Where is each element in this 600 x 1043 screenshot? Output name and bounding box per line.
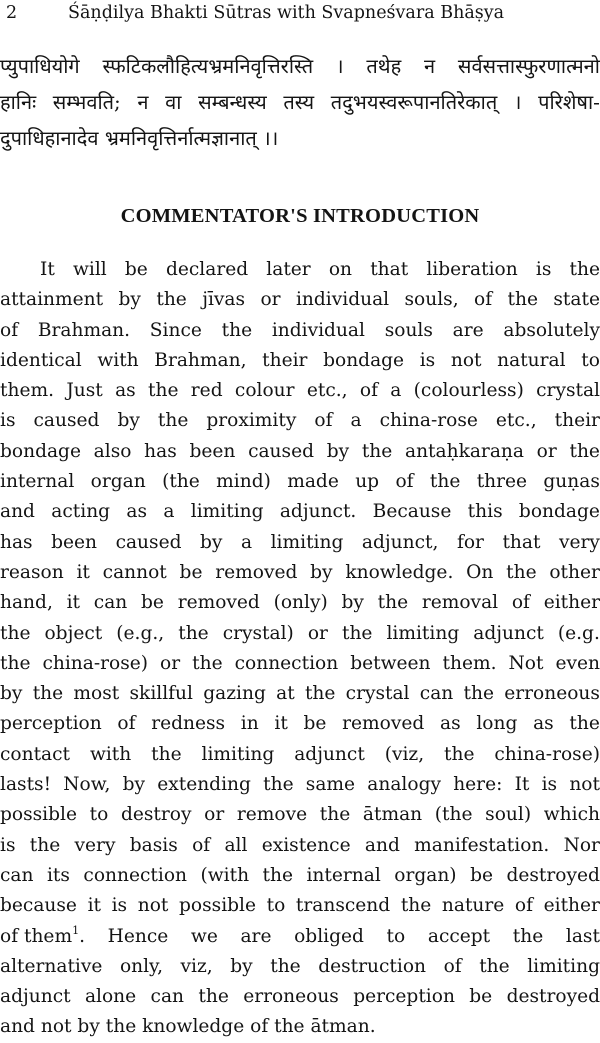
text-line	[0, 346, 600, 376]
word: perception	[0, 713, 102, 735]
word: liberation	[426, 259, 518, 280]
word: by	[118, 289, 141, 311]
word: souls	[384, 319, 433, 341]
word: red	[190, 380, 223, 402]
word: transcend	[295, 895, 391, 917]
footnote-context	[0, 922, 85, 952]
text-line	[0, 891, 600, 921]
word: individual	[271, 319, 365, 341]
word: crystal	[536, 380, 600, 402]
word: Hence	[107, 925, 169, 947]
word: between	[350, 652, 431, 674]
text-line	[0, 770, 600, 800]
word: be	[469, 986, 493, 1008]
word: is	[541, 774, 558, 796]
word: not	[450, 349, 482, 371]
word: can	[419, 683, 454, 705]
word: limiting	[190, 501, 264, 523]
word: Nor	[563, 834, 600, 856]
word: न	[424, 54, 436, 78]
word: limiting	[527, 955, 600, 977]
text-line	[0, 255, 600, 285]
word: (with	[200, 864, 250, 886]
word: china-rose)	[494, 743, 600, 765]
word: object	[44, 622, 103, 644]
word: long	[476, 713, 518, 735]
word: lasts!	[0, 774, 52, 796]
text-line	[0, 800, 600, 830]
word: individual	[295, 289, 390, 311]
text-line	[0, 861, 600, 891]
word: souls,	[404, 289, 459, 311]
word: by	[200, 531, 223, 553]
word: possible	[179, 895, 256, 917]
word: it	[66, 592, 81, 614]
word: the	[400, 895, 432, 917]
word: china-rose)	[42, 652, 149, 674]
word: remove	[236, 804, 308, 826]
word: identical	[0, 349, 82, 371]
word: perception	[353, 986, 455, 1008]
word: attainment	[0, 289, 104, 311]
word: viz,	[180, 955, 213, 977]
word: possible	[0, 804, 77, 826]
word: removal	[421, 592, 499, 614]
word: adjunct	[473, 622, 544, 644]
word: by	[122, 774, 146, 796]
word: or	[260, 289, 281, 311]
word: other	[549, 561, 600, 583]
text-line	[0, 406, 600, 436]
word: तथेह	[366, 54, 402, 78]
word: china-rose	[379, 410, 478, 432]
word: of	[0, 319, 19, 341]
word: bondage	[518, 501, 600, 523]
word: as	[439, 713, 461, 735]
word: is	[111, 895, 128, 917]
text-line: and not by the knowledge of the ātman.	[0, 1016, 376, 1038]
word: (only)	[273, 592, 328, 614]
word: crystal)	[222, 622, 294, 644]
word: सर्वसत्तास्फुरणात्मनो	[457, 54, 600, 78]
word: the	[429, 471, 461, 493]
word: destroyed	[506, 986, 600, 1008]
word: connection	[83, 864, 187, 886]
word: the	[569, 440, 600, 462]
text-line	[0, 467, 600, 497]
word: been	[189, 440, 236, 462]
word: of	[443, 955, 462, 977]
word: with	[89, 743, 132, 765]
word: alone	[84, 986, 137, 1008]
word: destruction	[318, 955, 427, 977]
word: gazing	[203, 683, 266, 705]
text-line	[0, 709, 600, 739]
word: internal	[0, 471, 75, 493]
word: destroyed	[506, 864, 600, 886]
word: limiting	[270, 531, 344, 553]
word: the	[569, 259, 600, 280]
word: adjunct	[0, 986, 71, 1008]
word: a	[163, 501, 175, 523]
word: are	[240, 925, 272, 947]
word: made	[287, 471, 339, 493]
word: of	[474, 289, 493, 311]
word: be	[179, 561, 203, 583]
text-line	[0, 831, 600, 861]
word: the	[319, 804, 351, 826]
word: a	[240, 531, 253, 553]
word: स्फटिकलौहित्यभ्रमनिवृत्तिरस्ति	[102, 54, 314, 78]
sanskrit-passage	[0, 48, 600, 156]
word: also	[93, 440, 132, 462]
word: Now,	[63, 774, 111, 796]
word: all	[224, 834, 248, 856]
word: crystal	[345, 683, 410, 705]
word: Not	[508, 652, 544, 674]
word: परिशेषा-	[538, 90, 600, 114]
word: in	[240, 713, 259, 735]
word: later	[266, 259, 311, 280]
word: ।	[336, 54, 344, 78]
word: the	[0, 652, 31, 674]
word: alternative	[0, 955, 103, 977]
word: the	[262, 864, 293, 886]
word: सम्भवति;	[52, 90, 121, 114]
word: their	[262, 349, 308, 371]
word: removed	[177, 592, 260, 614]
word: by	[230, 955, 253, 977]
word: skillful	[129, 683, 193, 705]
text-line-with-footnote	[0, 922, 600, 952]
word: the	[377, 592, 409, 614]
word: to	[581, 349, 600, 371]
word: manifestation.	[414, 834, 550, 856]
word: caused	[248, 440, 314, 462]
word: can	[150, 986, 185, 1008]
word: at	[276, 683, 295, 705]
word: internal	[306, 864, 381, 886]
word: here:	[453, 774, 503, 796]
running-title: Śāṇḍilya Bhakti Sūtras with Svapneśvara Bhāṣya	[68, 3, 505, 23]
word: either	[543, 895, 600, 917]
word: limiting	[386, 622, 460, 644]
word: because	[0, 895, 77, 917]
word: by	[310, 561, 333, 583]
word: the	[463, 683, 494, 705]
word: etc.,	[306, 380, 348, 402]
text-line	[0, 679, 600, 709]
word: adjunct.	[279, 501, 357, 523]
word: the	[178, 622, 209, 644]
sanskrit-line	[0, 48, 600, 84]
word: guṇas	[543, 471, 600, 493]
word: Since	[149, 319, 202, 341]
word: nature	[441, 895, 505, 917]
word: (colourless)	[413, 380, 524, 402]
word: up	[355, 471, 380, 493]
word: been	[51, 531, 98, 553]
word: analogy	[367, 774, 441, 796]
word: (the	[434, 804, 473, 826]
word: the	[0, 622, 31, 644]
word: a	[350, 410, 362, 432]
word: soul)	[485, 804, 532, 826]
word: the	[479, 955, 510, 977]
word: contact	[0, 743, 71, 765]
word: caused	[115, 531, 182, 553]
word: only,	[119, 955, 163, 977]
word: bondage	[0, 440, 81, 462]
word: jīvas	[202, 289, 246, 311]
word: the	[156, 289, 187, 311]
word: colour	[234, 380, 295, 402]
word: to	[386, 925, 406, 947]
word: this	[467, 501, 503, 523]
word: or	[204, 804, 225, 826]
word: proximity	[206, 410, 297, 432]
word: it	[274, 713, 288, 735]
word: वा	[165, 90, 182, 114]
word: cannot	[102, 561, 167, 583]
word: the	[569, 713, 600, 735]
word: very	[74, 834, 116, 856]
word: the	[341, 622, 373, 644]
word: bondage	[323, 349, 405, 371]
word: has	[0, 531, 33, 553]
word: very	[559, 531, 600, 553]
word: declared	[165, 259, 249, 280]
word: is	[419, 349, 436, 371]
word: reason	[0, 561, 64, 583]
word: erroneous	[504, 683, 600, 705]
word: as	[533, 713, 554, 735]
word: natural	[497, 349, 566, 371]
word: that	[502, 531, 541, 553]
word: destroy	[120, 804, 192, 826]
word: for	[456, 531, 484, 553]
page-number: 2	[6, 3, 18, 23]
word: or	[536, 440, 557, 462]
word: acting	[51, 501, 111, 523]
text-line	[0, 285, 600, 315]
word: of	[511, 592, 530, 614]
text-line	[0, 619, 600, 649]
word: accept	[427, 925, 491, 947]
word: we	[190, 925, 218, 947]
word: the	[221, 319, 253, 341]
word: last	[565, 925, 600, 947]
word: be	[141, 592, 164, 614]
word: as	[115, 380, 136, 402]
word: by	[341, 592, 364, 614]
word: obliged	[294, 925, 364, 947]
text-line	[0, 316, 600, 346]
word: Brahman.	[37, 319, 131, 341]
text-line	[0, 982, 600, 1012]
text-line	[0, 376, 600, 406]
text-line	[0, 649, 600, 679]
word: the	[192, 652, 223, 674]
word: are	[452, 319, 484, 341]
text-line	[0, 437, 600, 467]
word: state	[553, 289, 600, 311]
word: can	[0, 864, 34, 886]
word: Just	[66, 380, 103, 402]
word: not	[137, 895, 169, 917]
word: to	[266, 895, 286, 917]
word: is	[0, 834, 16, 856]
word: ।	[513, 90, 522, 114]
word: three	[476, 471, 528, 493]
word: of	[314, 410, 333, 432]
word: and	[364, 834, 400, 856]
word: is	[0, 410, 16, 432]
word: antaḥkaraṇa	[404, 440, 524, 462]
word: is	[535, 259, 552, 280]
word: with	[97, 349, 139, 371]
word: It	[514, 774, 530, 796]
word: and	[0, 501, 35, 523]
word: it	[76, 561, 90, 583]
word: the	[361, 440, 393, 462]
word: (viz,	[384, 743, 425, 765]
word: limiting	[201, 743, 275, 765]
word: the	[506, 561, 537, 583]
word: knowledge.	[345, 561, 454, 583]
word: redness	[151, 713, 226, 735]
word: Because	[372, 501, 452, 523]
word: the	[198, 986, 229, 1008]
word: (the	[162, 471, 200, 493]
word: be	[470, 864, 493, 886]
word: तस्य	[283, 90, 315, 114]
body-paragraph	[0, 255, 600, 1043]
word: mind)	[216, 471, 271, 493]
word: तदुभयस्वरूपानतिरेकात्	[330, 90, 498, 114]
word: ātman	[362, 804, 423, 826]
word: that	[370, 259, 409, 280]
word: adjunct	[294, 743, 365, 765]
word: connection	[234, 652, 339, 674]
word: its	[46, 864, 70, 886]
word: organ)	[394, 864, 457, 886]
text-line	[0, 558, 600, 588]
text-line	[0, 588, 600, 618]
word: hand,	[0, 592, 53, 614]
word: most	[73, 683, 120, 705]
word: be	[124, 259, 148, 280]
word: it	[87, 895, 101, 917]
word: even	[555, 652, 600, 674]
word: of	[117, 713, 136, 735]
word: or	[160, 652, 181, 674]
word: which	[543, 804, 600, 826]
word: (e.g.,	[116, 622, 165, 644]
word: as	[126, 501, 148, 523]
word: erroneous	[243, 986, 339, 1008]
word: organ	[90, 471, 146, 493]
word: removed	[215, 561, 298, 583]
word: the	[507, 289, 538, 311]
word: of	[514, 895, 533, 917]
word: their	[554, 410, 600, 432]
word: same	[305, 774, 356, 796]
word: the	[29, 834, 61, 856]
word: adjunct,	[361, 531, 439, 553]
section-heading: COMMENTATOR'S INTRODUCTION	[120, 205, 480, 227]
word: the	[32, 683, 64, 705]
word: caused	[33, 410, 100, 432]
word: (e.g.	[557, 622, 600, 644]
word: of	[192, 834, 211, 856]
word: of	[395, 471, 414, 493]
word: be	[303, 713, 327, 735]
word: by	[0, 683, 23, 705]
word: Brahman,	[154, 349, 247, 371]
word: the	[304, 683, 336, 705]
word: the	[444, 743, 475, 765]
word: the	[157, 410, 189, 432]
sanskrit-line: दुपाधिहानादेव भ्रमनिवृत्तिर्नात्मज्ञानात् ।।	[0, 126, 279, 150]
footnote-marker: 1	[72, 923, 80, 937]
word: removed	[342, 713, 425, 735]
word: on	[328, 259, 353, 280]
word: either	[543, 592, 600, 614]
text-line	[0, 497, 600, 527]
line-start: of them	[0, 925, 73, 947]
word: to	[89, 804, 109, 826]
text-line	[0, 528, 600, 558]
word: the	[512, 925, 544, 947]
word: by	[326, 440, 350, 462]
text-line	[0, 952, 600, 982]
word: It	[40, 259, 55, 280]
word: will	[72, 259, 107, 280]
word: of	[359, 380, 378, 402]
word: can	[93, 592, 128, 614]
word: the	[270, 955, 301, 977]
word: basis	[129, 834, 178, 856]
word: them.	[0, 380, 54, 402]
word: absolutely	[503, 319, 600, 341]
word: the	[148, 380, 179, 402]
text-line	[0, 740, 600, 770]
word: सम्बन्धस्य	[198, 90, 267, 114]
word: etc.,	[495, 410, 537, 432]
word: .	[79, 925, 85, 947]
word: has	[144, 440, 177, 462]
word: or	[307, 622, 328, 644]
word: them.	[442, 652, 497, 674]
word: the	[151, 743, 182, 765]
word: हानिः	[0, 90, 37, 114]
word: न	[137, 90, 149, 114]
word: a	[390, 380, 402, 402]
word: existence	[261, 834, 351, 856]
sanskrit-line	[0, 84, 600, 120]
word: by	[117, 410, 140, 432]
word: the	[263, 774, 294, 796]
word: extending	[157, 774, 251, 796]
word: On	[466, 561, 494, 583]
word: प्युपाधियोगे	[0, 54, 80, 78]
word: not	[569, 774, 600, 796]
